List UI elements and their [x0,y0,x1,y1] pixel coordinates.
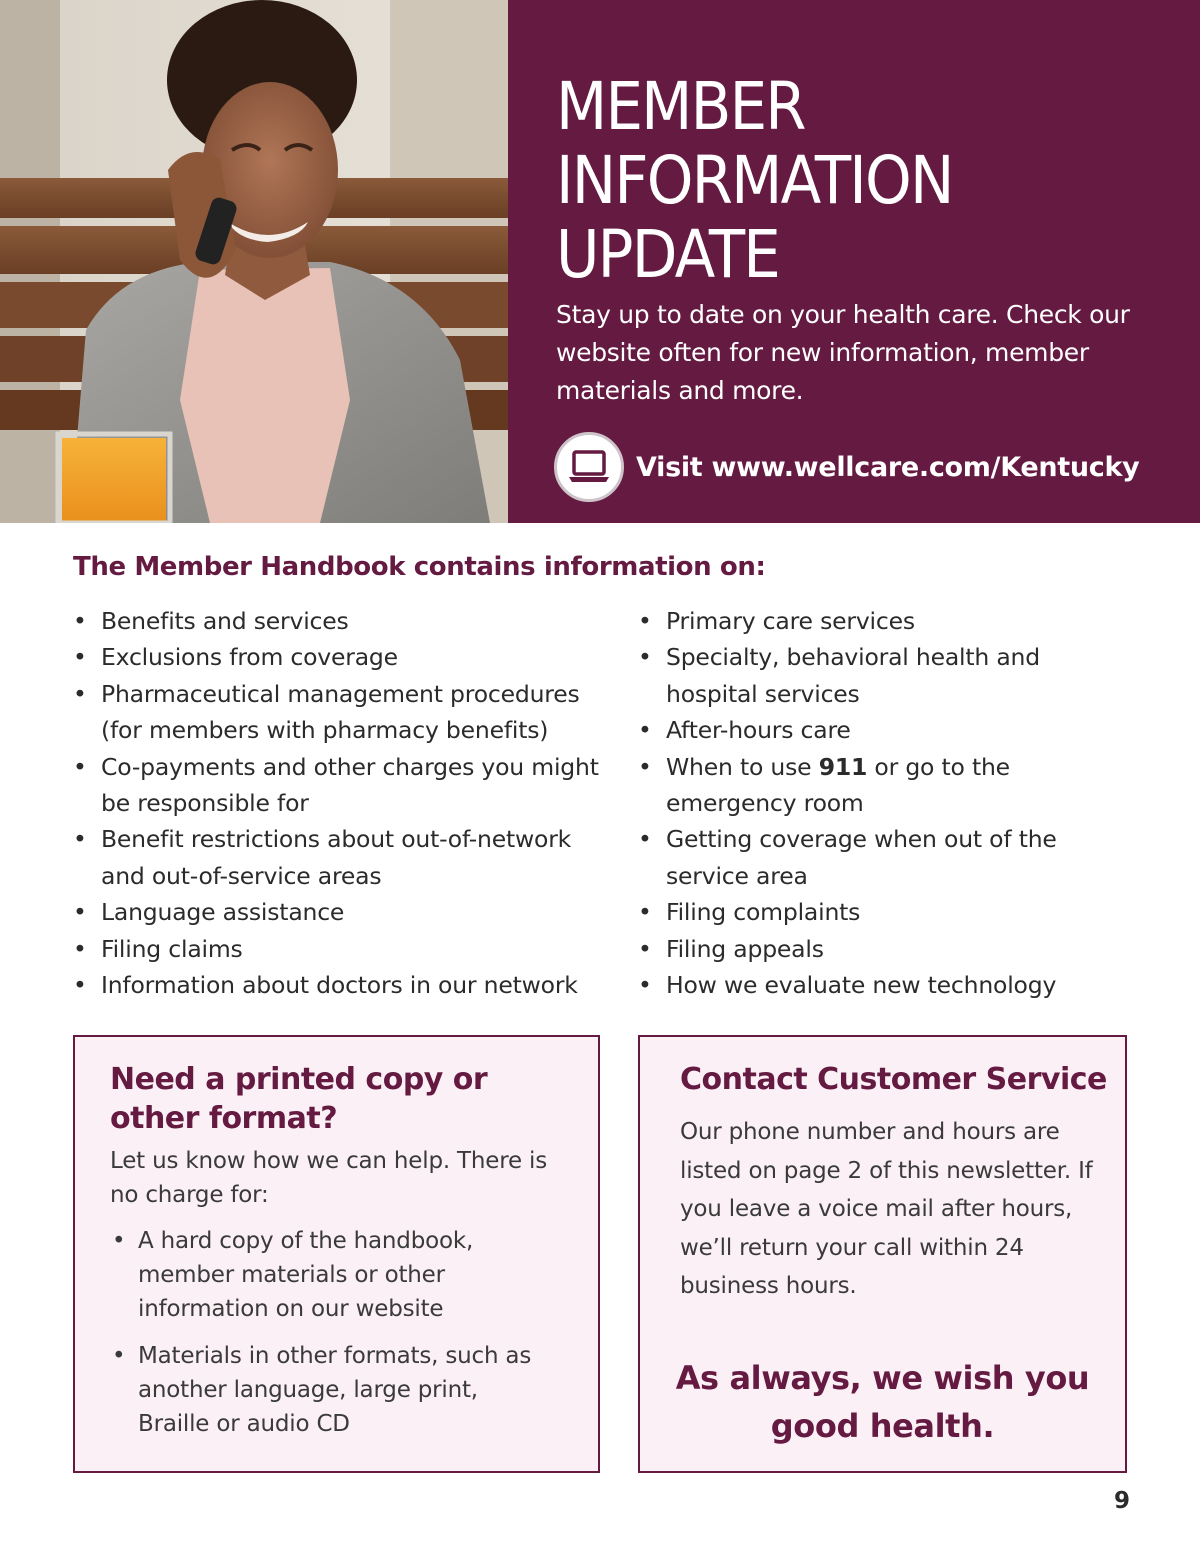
hero-banner [0,0,1200,523]
list-item: • Getting coverage when out of the service area [638,821,1108,894]
closing-message: As always, we wish you good health. [675,1359,1090,1445]
emergency-text-after: or go to the emergency room [666,752,1010,818]
emergency-text-before: When to use [666,752,819,781]
contact-title: Contact Customer Service [680,1062,1107,1097]
handbook-list-left [73,603,613,1003]
list-item-emergency [638,749,1108,822]
list-item: • Language assistance [73,894,613,930]
update-panel [508,0,1200,523]
list-item: • Materials in other formats, such as another language, large print, Braille or audio CD [110,1339,550,1441]
list-item: • Exclusions from coverage [73,639,613,675]
printed-copy-box [73,1035,600,1473]
list-item: • Information about doctors in our network [73,967,613,1003]
page-number: 9 [1113,1488,1130,1514]
printed-copy-title: Need a printed copy or other format? [110,1062,488,1136]
printed-copy-list [110,1224,550,1454]
list-item: • Specialty, behavioral health and hospital services [638,639,1108,712]
list-item: • Filing appeals [638,931,1108,967]
title-line: MEMBER [556,68,805,145]
intro-text: Stay up to date on your health care. Check our website often for new information, member materials and more. [556,300,1130,405]
title-line: UPDATE [556,216,780,293]
contact-text: Our phone number and hours are listed on page 2 of this newsletter. If you leave a voice mail after hours, we’ll return your call within 24 business hours. [680,1119,1093,1299]
printed-copy-intro: Let us know how we can help. There is no charge for: [110,1148,548,1208]
list-item: • Benefits and services [73,603,613,639]
emergency-number: 911 [818,752,868,781]
woman-on-phone-photo [0,0,508,523]
list-item: • How we evaluate new technology [638,967,1108,1003]
list-item: • Filing complaints [638,894,1108,930]
handbook-heading: The Member Handbook contains information on: [73,552,766,582]
list-item: • Primary care services [638,603,1108,639]
website-link[interactable] [554,430,1139,504]
title-line: INFORMATION [556,142,953,219]
list-item: • Co-payments and other charges you might be responsible for [73,749,613,822]
list-item: • After-hours care [638,712,1108,748]
list-item: • Benefit restrictions about out-of-network and out-of-service areas [73,821,613,894]
list-item: • Pharmaceutical management procedures (for members with pharmacy benefits) [73,676,613,749]
list-item: • Filing claims [73,931,613,967]
laptop-icon [554,432,624,502]
website-link-text[interactable]: Visit www.wellcare.com/Kentucky [636,451,1140,483]
list-item: • A hard copy of the handbook, member materials or other information on our website [110,1224,550,1326]
handbook-list-right [638,603,1108,1003]
contact-box [638,1035,1127,1473]
page-title [556,70,953,292]
